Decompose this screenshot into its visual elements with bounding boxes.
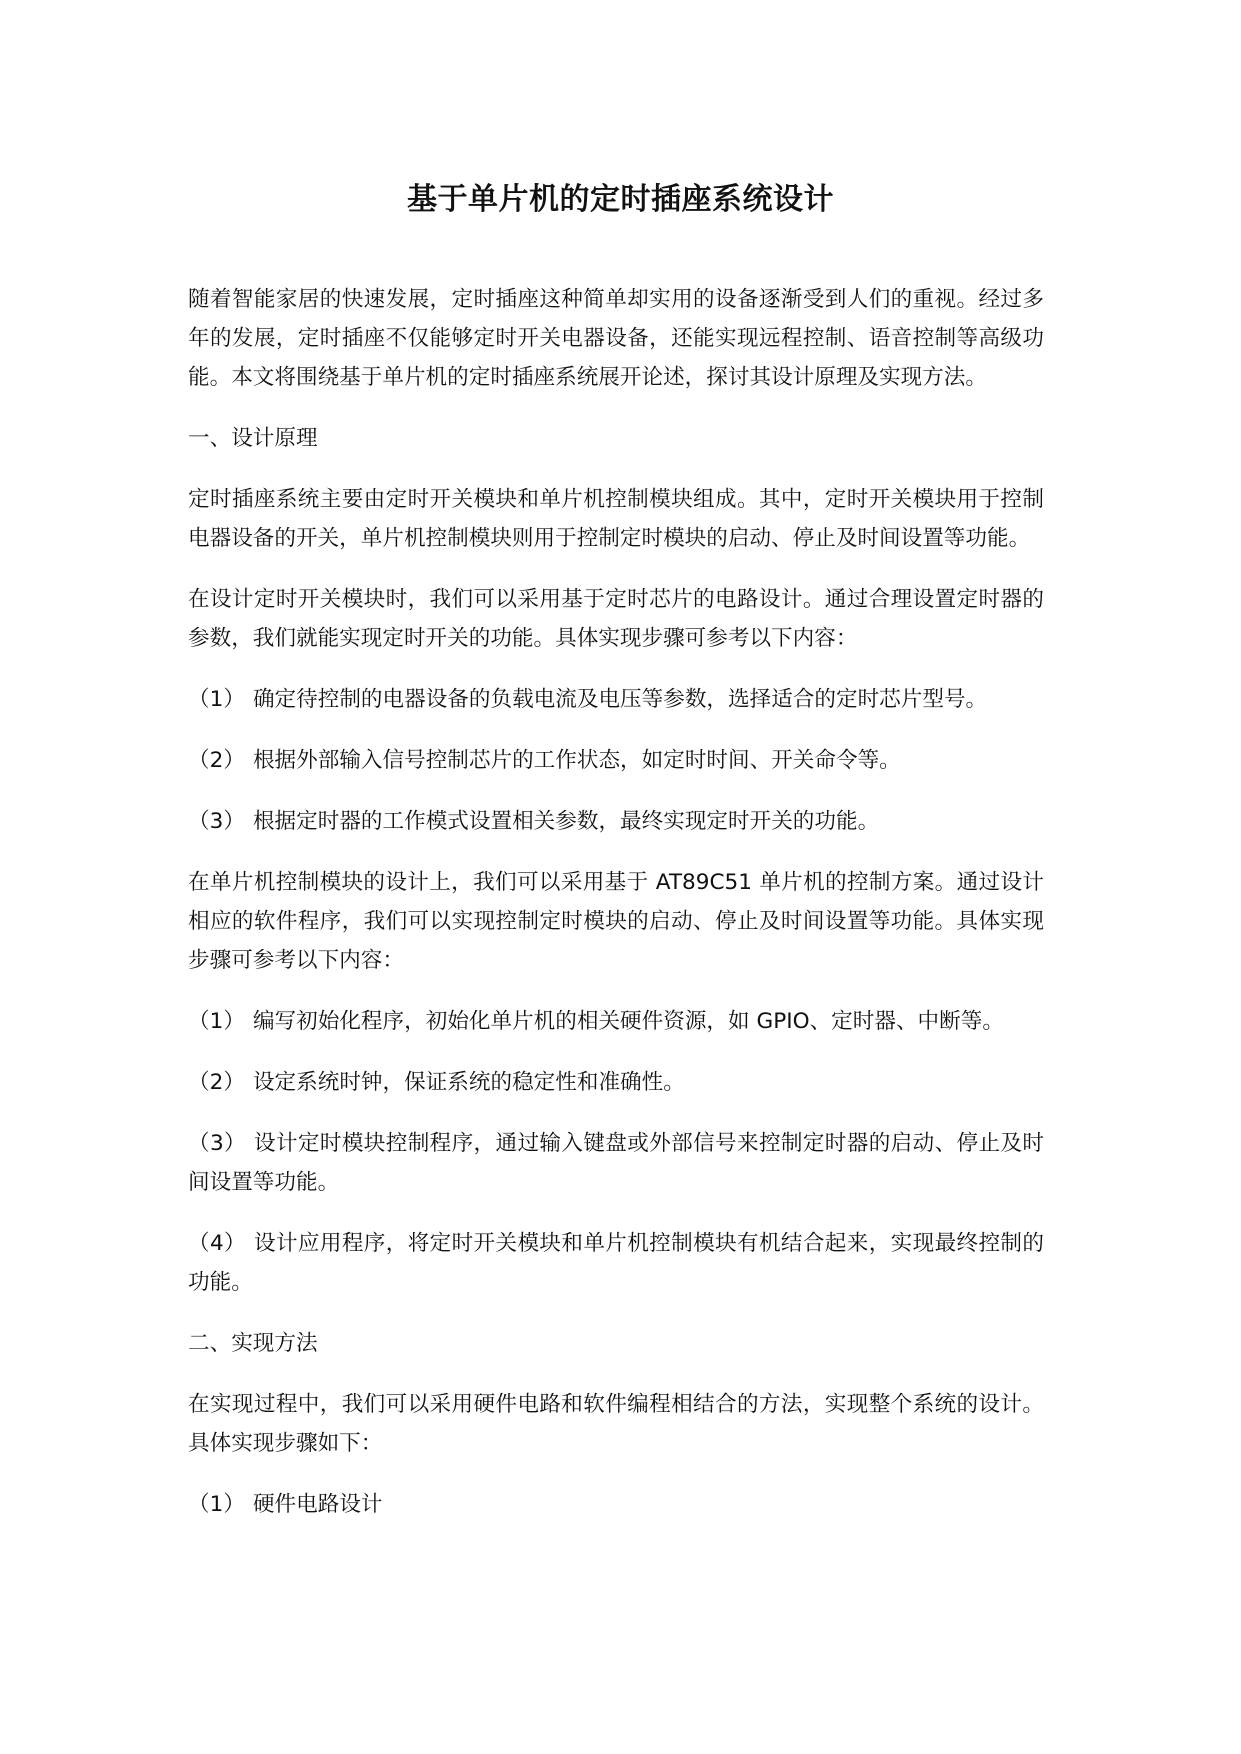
list-item-text: 编写初始化程序，初始化单片机的相关硬件资源，如 GPIO、定时器、中断等。: [252, 1009, 1004, 1034]
list-item-text: 设定系统时钟，保证系统的稳定性和准确性。: [252, 1070, 685, 1095]
section-heading-design-principle: 一、设计原理: [188, 426, 318, 451]
list-item: [188, 1063, 1044, 1102]
paragraph: 在单片机控制模块的设计上，我们可以采用基于 AT89C51 单片机的控制方案。通过设计相应的软件程序，我们可以实现控制定时模块的启动、停止及时间设置等功能。具体实现步骤可参考以下内容：: [188, 870, 1044, 973]
list-item-text: 根据外部输入信号控制芯片的工作状态，如定时时间、开关命令等。: [252, 748, 901, 773]
list-item-text: 根据定时器的工作模式设置相关参数，最终实现定时开关的功能。: [252, 809, 880, 834]
list-item: [188, 1124, 1044, 1202]
list-item-text: 设计应用程序，将定时开关模块和单片机控制模块有机结合起来，实现最终控制的功能。: [188, 1231, 1044, 1295]
section-heading-implementation: 二、实现方法: [188, 1331, 318, 1356]
list-item-number: （4）: [188, 1231, 247, 1256]
list-item-text: 硬件电路设计: [252, 1492, 383, 1517]
paragraph: 定时插座系统主要由定时开关模块和单片机控制模块组成。其中，定时开关模块用于控制电器设备的开关，单片机控制模块则用于控制定时模块的启动、停止及时间设置等功能。: [188, 487, 1044, 551]
list-item-number: （3）: [188, 809, 245, 834]
paragraph: 在设计定时开关模块时，我们可以采用基于定时芯片的电路设计。通过合理设置定时器的参数，我们就能实现定时开关的功能。具体实现步骤可参考以下内容：: [188, 587, 1044, 651]
list-item-number: （1）: [188, 1009, 245, 1034]
list-item-number: （3）: [188, 1131, 247, 1156]
list-item: [188, 1485, 1044, 1524]
paragraph: 在实现过程中，我们可以采用硬件电路和软件编程相结合的方法，实现整个系统的设计。具体实现步骤如下：: [188, 1392, 1044, 1456]
list-item-number: （2）: [188, 748, 245, 773]
document-title: 基于单片机的定时插座系统设计: [407, 182, 834, 217]
list-item-number: （1）: [188, 687, 245, 712]
list-item: [188, 1002, 1044, 1041]
list-item: [188, 680, 1044, 719]
list-item-number: （2）: [188, 1070, 245, 1095]
list-item-number: （1）: [188, 1492, 245, 1517]
list-item-text: 设计定时模块控制程序，通过输入键盘或外部信号来控制定时器的启动、停止及时间设置等功能。: [188, 1131, 1044, 1195]
list-item-text: 确定待控制的电器设备的负载电流及电压等参数，选择适合的定时芯片型号。: [252, 687, 988, 712]
list-item: [188, 1224, 1044, 1302]
list-item: [188, 802, 1044, 841]
list-item: [188, 741, 1044, 780]
document-body: [188, 280, 1044, 1546]
intro-paragraph: 随着智能家居的快速发展，定时插座这种简单却实用的设备逐渐受到人们的重视。经过多年的发展，定时插座不仅能够定时开关电器设备，还能实现远程控制、语音控制等高级功能。本文将围绕基于单片机的定时插座系统展开论述，探讨其设计原理及实现方法。: [188, 287, 1044, 390]
